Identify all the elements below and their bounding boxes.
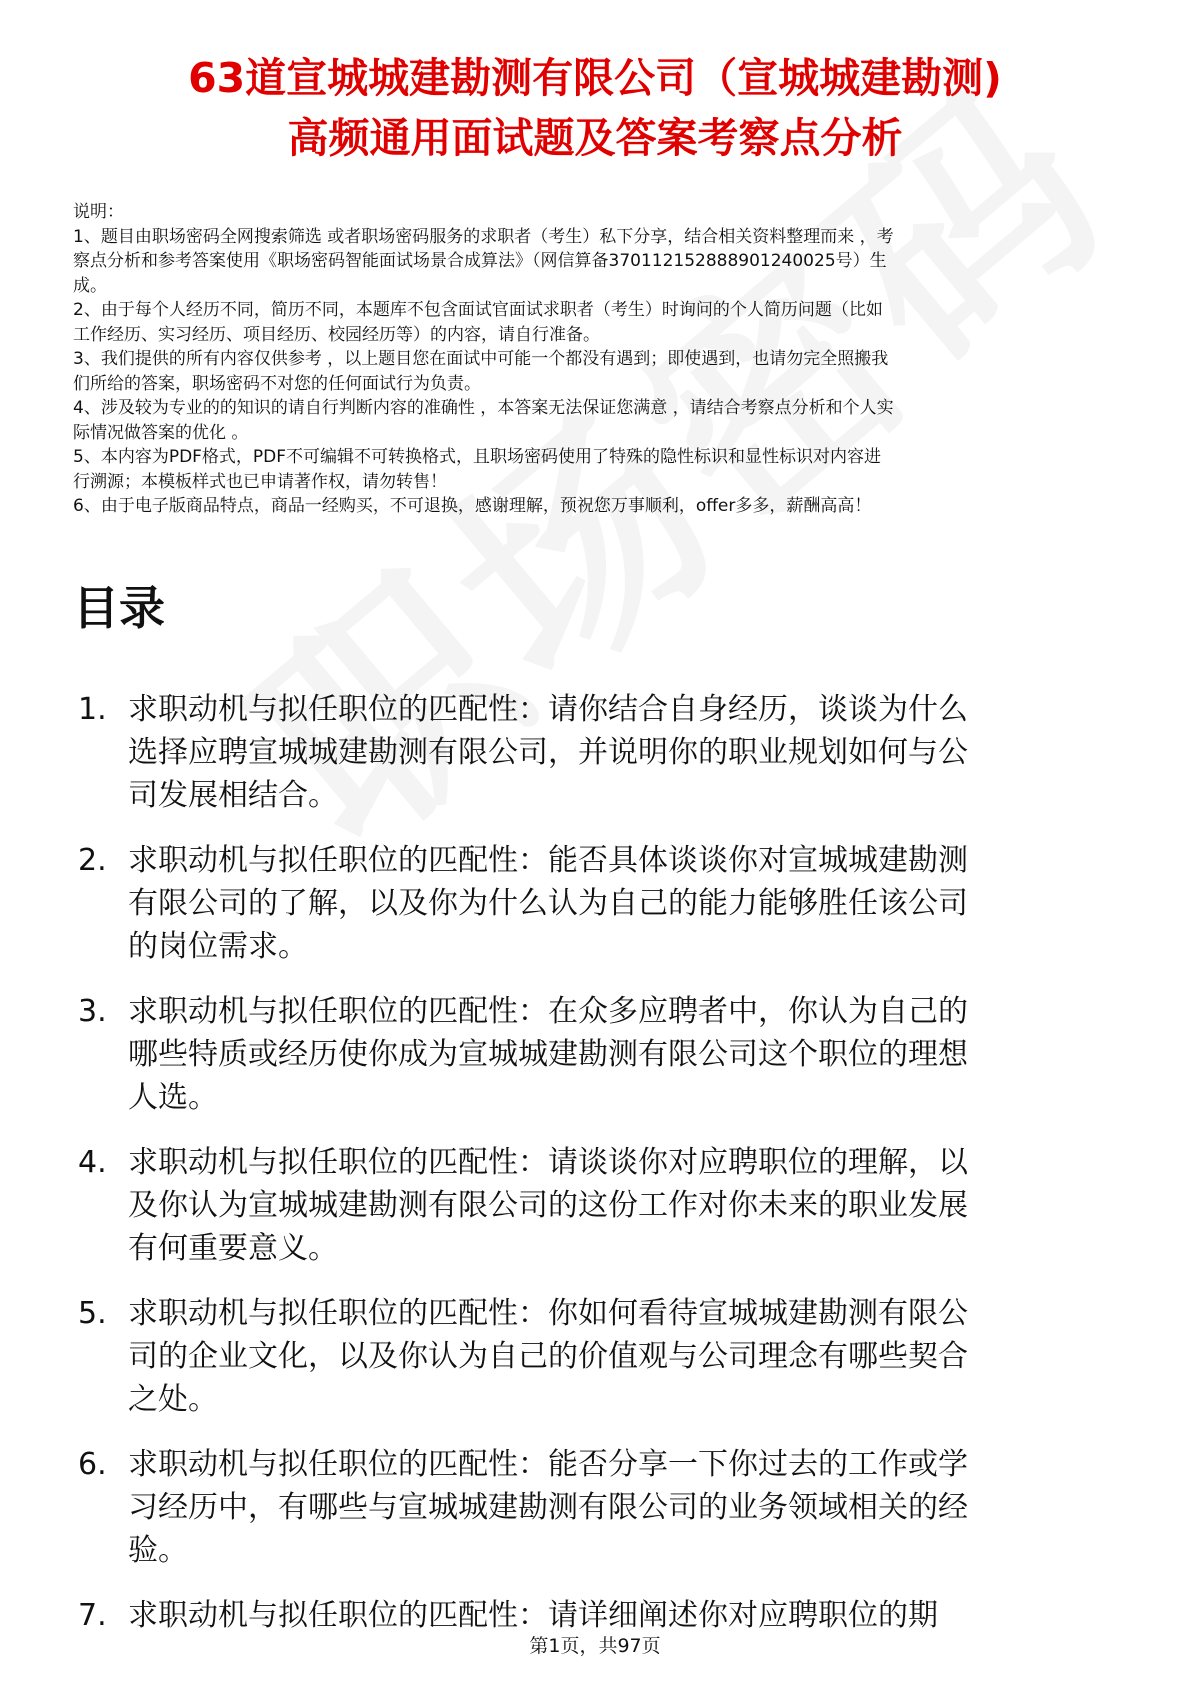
toc-item-text-line: 求职动机与拟任职位的匹配性：请谈谈你对应聘职位的理解，以 [128, 1145, 968, 1180]
document-title-line-1: 63道宣城城建勘测有限公司（宣城城建勘测) [188, 54, 1002, 102]
toc-item-text-line: 有限公司的了解，以及你为什么认为自己的能力能够胜任该公司 [128, 886, 968, 921]
toc-item[interactable] [73, 1141, 1118, 1270]
toc-item-text-line: 习经历中，有哪些与宣城城建勘测有限公司的业务领域相关的经 [128, 1490, 968, 1525]
note-line: 4、涉及较为专业的的知识的请自行判断内容的准确性 ，本答案无法保证您满意 ，请结合考察点分析和个人实 [73, 398, 894, 418]
toc-item-number: 3. [78, 994, 107, 1029]
toc-item-number: 2. [78, 843, 107, 878]
page-footer: 第1页，共97页 [529, 1635, 661, 1657]
toc-item-text-line: 人选。 [128, 1080, 218, 1115]
toc-item-text-line: 求职动机与拟任职位的匹配性：能否具体谈谈你对宣城城建勘测 [128, 843, 968, 878]
toc-item-text-line: 求职动机与拟任职位的匹配性：你如何看待宣城城建勘测有限公 [128, 1296, 968, 1331]
toc-item[interactable] [73, 1292, 1118, 1421]
toc-item-text-line: 求职动机与拟任职位的匹配性：在众多应聘者中，你认为自己的 [128, 994, 968, 1029]
toc-item-text-line: 选择应聘宣城城建勘测有限公司，并说明你的职业规划如何与公 [128, 735, 968, 770]
toc-item-number: 7. [78, 1598, 107, 1633]
toc-item[interactable] [73, 688, 1118, 817]
toc-list [73, 688, 1118, 1659]
toc-item[interactable] [73, 1594, 1118, 1637]
toc-item-text-line: 及你认为宣城城建勘测有限公司的这份工作对你未来的职业发展 [128, 1188, 968, 1223]
note-line: 2、由于每个人经历不同，简历不同，本题库不包含面试官面试求职者（考生）时询问的个人简历问题（比如 [73, 300, 883, 320]
toc-item-text-line: 验。 [128, 1533, 188, 1568]
toc-item-text-line: 之处。 [128, 1382, 218, 1417]
toc-item-number: 1. [78, 692, 107, 727]
toc-item-text-line: 求职动机与拟任职位的匹配性：请你结合自身经历，谈谈为什么 [128, 692, 968, 727]
note-line: 说明： [73, 202, 124, 222]
toc-item-number: 4. [78, 1145, 107, 1180]
toc-item-text-line: 的岗位需求。 [128, 929, 308, 964]
toc-heading: 目录 [73, 581, 165, 635]
toc-item-text-line: 求职动机与拟任职位的匹配性：请详细阐述你对应聘职位的期 [128, 1598, 938, 1633]
toc-item-text-line: 求职动机与拟任职位的匹配性：能否分享一下你过去的工作或学 [128, 1447, 968, 1482]
notes-section [73, 200, 1121, 519]
toc-item-text-line: 司的企业文化，以及你认为自己的价值观与公司理念有哪些契合 [128, 1339, 968, 1374]
note-line: 6、由于电子版商品特点，商品一经购买，不可退换，感谢理解，预祝您万事顺利，offer多多，薪酬高高！ [73, 496, 872, 516]
document-title-line-2: 高频通用面试题及答案考察点分析 [287, 114, 903, 162]
toc-item-text-line: 司发展相结合。 [128, 778, 338, 813]
note-line: 5、本内容为PDF格式，PDF不可编辑不可转换格式，且职场密码使用了特殊的隐性标识和显性标识对内容进 [73, 447, 882, 467]
toc-item-text-line: 有何重要意义。 [128, 1231, 338, 1266]
note-line: 1、题目由职场密码全网搜索筛选 或者职场密码服务的求职者（考生）私下分享，结合相关资料整理而来 ，考 [73, 226, 894, 247]
note-line: 行溯源；本模板样式也已申请著作权，请勿转售！ [73, 471, 447, 492]
toc-item[interactable] [73, 990, 1118, 1119]
note-line: 3、我们提供的所有内容仅供参考 ，以上题目您在面试中可能一个都没有遇到；即使遇到，也请勿完全照搬我 [73, 349, 889, 369]
toc-item-number: 5. [78, 1296, 107, 1331]
note-line: 工作经历、实习经历、项目经历、校园经历等）的内容，请自行准备。 [73, 324, 600, 345]
toc-item[interactable] [73, 1443, 1118, 1572]
toc-item-number: 6. [78, 1447, 107, 1482]
note-line: 际情况做答案的优化 。 [73, 422, 249, 443]
note-line: 们所给的答案，职场密码不对您的任何面试行为负责。 [73, 373, 481, 394]
toc-item-text-line: 哪些特质或经历使你成为宣城城建勘测有限公司这个职位的理想 [128, 1037, 968, 1072]
note-line: 察点分析和参考答案使用《职场密码智能面试场景合成算法》（网信算备370112152888901240025号）生 [73, 251, 887, 271]
note-line: 成。 [73, 275, 107, 296]
toc-item[interactable] [73, 839, 1118, 968]
